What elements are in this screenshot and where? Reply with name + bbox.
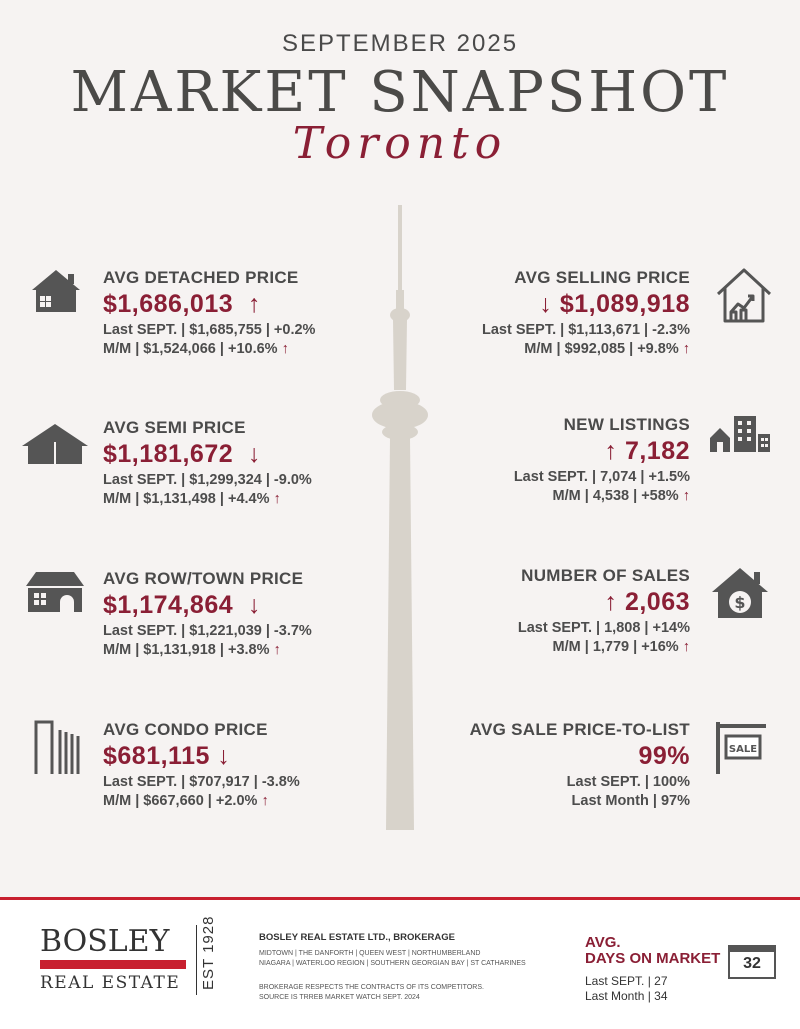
stat-last-year: Last SEPT. | $1,299,324 | -9.0% (103, 472, 312, 488)
stat-last-year: Last SEPT. | $1,685,755 | +0.2% (103, 322, 316, 338)
stat-last-year: Last SEPT. | 1,808 | +14% (517, 620, 690, 636)
stat-value: $1,181,672 (103, 440, 234, 468)
stat-label: AVG ROW/TOWN PRICE (103, 569, 304, 588)
stat-avg-selling (410, 268, 690, 357)
dom-last-month: Last Month | 34 (585, 989, 668, 1003)
townhouse-icon (24, 568, 86, 614)
arrow-up-icon: ↑ (261, 793, 269, 809)
disclaimer-line-1: BROKERAGE RESPECTS THE CONTRACTS OF ITS COMPETITORS. (259, 984, 484, 991)
stat-month-over-month: M/M | $992,085 | +9.8% (524, 341, 679, 357)
stat-value: $1,686,013 (103, 290, 234, 318)
stat-value: $681,115 (103, 742, 210, 770)
stat-avg-row-town (103, 569, 383, 658)
arrow-up-icon: ↑ (682, 341, 690, 357)
arrow-up-icon: ↑ (281, 341, 289, 357)
stat-avg-detached (103, 268, 383, 357)
stat-month-over-month: M/M | $1,131,498 | +4.4% (103, 491, 270, 507)
areas-line-1: MIDTOWN | THE DANFORTH | QUEEN WEST | NORTHUMBERLAND (259, 950, 481, 957)
logo-wordmark-top: BOSLEY (40, 924, 170, 959)
stat-month-over-month: M/M | 1,779 | +16% (552, 639, 679, 655)
stat-label: AVG CONDO PRICE (103, 720, 268, 739)
stat-label: NEW LISTINGS (563, 415, 690, 434)
stat-month-over-month: M/M | $667,660 | +2.0% (103, 793, 258, 809)
stat-label: AVG DETACHED PRICE (103, 268, 299, 287)
arrow-up-icon: ↑ (604, 437, 618, 465)
stat-last-month: Last Month | 97% (571, 793, 690, 809)
svg-text:SALE: SALE (728, 744, 758, 755)
sale-sign-icon (712, 722, 768, 774)
brokerage-name: BOSLEY REAL ESTATE LTD., BROKERAGE (259, 932, 455, 943)
dom-last-year: Last SEPT. | 27 (585, 974, 668, 988)
calendar-icon (728, 945, 776, 979)
stat-label: AVG SELLING PRICE (514, 268, 690, 287)
arrow-up-icon: ↑ (273, 642, 281, 658)
stat-last-year: Last SEPT. | 100% (566, 774, 690, 790)
dom-value: 32 (743, 955, 761, 972)
stat-value: $1,089,918 (559, 290, 690, 318)
stat-month-over-month: M/M | 4,538 | +58% (552, 488, 679, 504)
arrow-down-icon: ↓ (539, 290, 553, 318)
month-heading: SEPTEMBER 2025 (281, 30, 519, 57)
logo-red-bar (40, 960, 186, 969)
house-chart-icon (715, 266, 773, 324)
arrow-up-icon: ↑ (604, 588, 618, 616)
stat-value: 99% (638, 742, 690, 770)
logo-divider (196, 925, 197, 995)
stat-number-of-sales (410, 566, 690, 655)
dom-title-2: DAYS ON MARKET (585, 950, 721, 967)
dom-title-1: AVG. (585, 934, 621, 951)
city-name: Toronto (292, 118, 508, 169)
svg-text:$: $ (734, 593, 746, 612)
stat-label: AVG SALE PRICE-TO-LIST (469, 720, 690, 739)
stat-new-listings (410, 415, 690, 504)
stat-value: 7,182 (624, 437, 690, 465)
arrow-down-icon: ↓ (217, 742, 231, 770)
semi-house-icon (20, 420, 90, 466)
detached-house-icon (30, 268, 82, 314)
disclaimer-line-2: SOURCE IS TRREB MARKET WATCH SEPT. 2024 (259, 994, 420, 1001)
arrow-down-icon: ↓ (240, 440, 262, 468)
stat-value: 2,063 (624, 588, 690, 616)
stat-last-year: Last SEPT. | $707,917 | -3.8% (103, 774, 300, 790)
arrow-up-icon: ↑ (682, 488, 690, 504)
page-title: MARKET SNAPSHOT (70, 60, 730, 125)
calendar-header (730, 947, 774, 952)
areas-line-2: NIAGARA | WATERLOO REGION | SOUTHERN GEORGIAN BAY | ST CATHARINES (259, 960, 526, 967)
stat-avg-semi (103, 418, 383, 507)
arrow-down-icon: ↓ (240, 591, 262, 619)
stat-label: NUMBER OF SALES (521, 566, 690, 585)
logo-wordmark-bottom: REAL ESTATE (40, 973, 181, 993)
arrow-up-icon: ↑ (240, 290, 262, 318)
stat-last-year: Last SEPT. | 7,074 | +1.5% (513, 469, 690, 485)
stat-label: AVG SEMI PRICE (103, 418, 246, 437)
bosley-logo (40, 926, 190, 993)
stat-last-year: Last SEPT. | $1,221,039 | -3.7% (103, 623, 312, 639)
stat-month-over-month: M/M | $1,524,066 | +10.6% (103, 341, 278, 357)
stat-avg-condo (103, 720, 383, 809)
stat-last-year: Last SEPT. | $1,113,671 | -2.3% (481, 322, 690, 338)
established-year: EST 1928 (200, 915, 217, 990)
house-dollar-icon (710, 566, 770, 620)
condo-icon (32, 718, 80, 774)
stat-month-over-month: M/M | $1,131,918 | +3.8% (103, 642, 270, 658)
arrow-up-icon: ↑ (682, 639, 690, 655)
buildings-icon (710, 414, 772, 454)
brokerage-info (259, 932, 559, 1003)
stat-value: $1,174,864 (103, 591, 234, 619)
stat-price-to-list (410, 720, 690, 809)
arrow-up-icon: ↑ (273, 491, 281, 507)
